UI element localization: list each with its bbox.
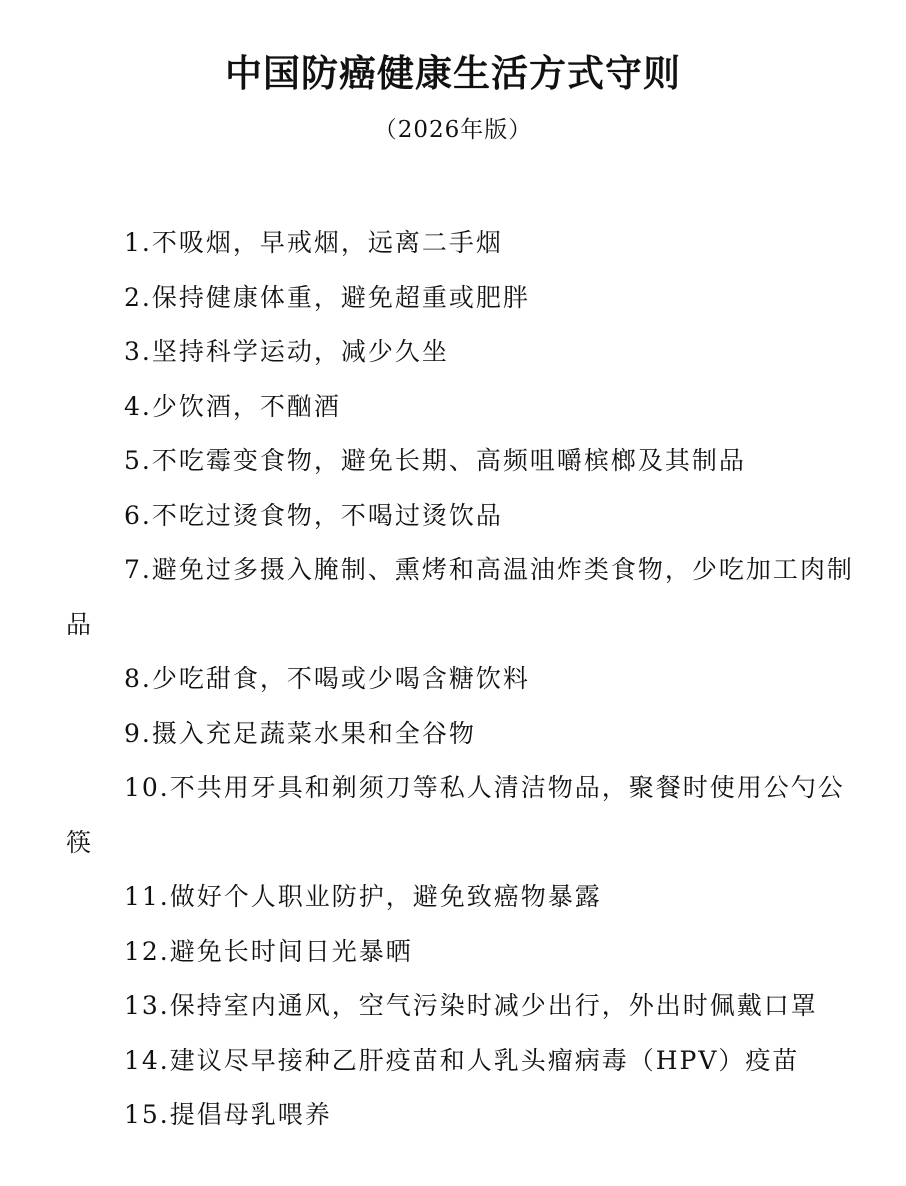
rule-item-8: 8.少吃甜食，不喝或少喝含糖饮料 bbox=[124, 664, 530, 693]
rule-item-14: 14.建议尽早接种乙肝疫苗和人乳头瘤病毒（HPV）疫苗 bbox=[124, 1045, 800, 1075]
rule-item-2: 2.保持健康体重，避免超重或肥胖 bbox=[124, 282, 530, 312]
rule-item-7: 7.避免过多摄入腌制、熏烤和高温油炸类食物，少吃加工肉制品 bbox=[66, 555, 854, 639]
rule-item-1: 1.不吸烟，早戒烟，远离二手烟 bbox=[124, 228, 503, 257]
rule-item-12: 12.避免长时间日光暴晒 bbox=[124, 936, 413, 966]
document-subtitle: （2026年版） bbox=[373, 117, 533, 143]
rule-item-4: 4.少饮酒，不酗酒 bbox=[124, 391, 341, 421]
rules-list bbox=[66, 216, 866, 1143]
rule-item-10: 10.不共用牙具和剃须刀等私人清洁物品，聚餐时使用公勺公筷 bbox=[66, 773, 845, 857]
rule-item-15: 15.提倡母乳喂养 bbox=[124, 1100, 332, 1129]
rule-item-3: 3.坚持科学运动，减少久坐 bbox=[124, 337, 449, 366]
rule-item-11: 11.做好个人职业防护，避免致癌物暴露 bbox=[124, 882, 602, 911]
rule-item-13: 13.保持室内通风，空气污染时减少出行，外出时佩戴口罩 bbox=[124, 991, 818, 1020]
rule-item-9: 9.摄入充足蔬菜水果和全谷物 bbox=[124, 718, 476, 748]
rule-item-5: 5.不吃霉变食物，避免长期、高频咀嚼槟榔及其制品 bbox=[124, 446, 746, 475]
rule-item-6: 6.不吃过烫食物，不喝过烫饮品 bbox=[124, 500, 503, 530]
document-title: 中国防癌健康生活方式守则 bbox=[225, 52, 681, 95]
